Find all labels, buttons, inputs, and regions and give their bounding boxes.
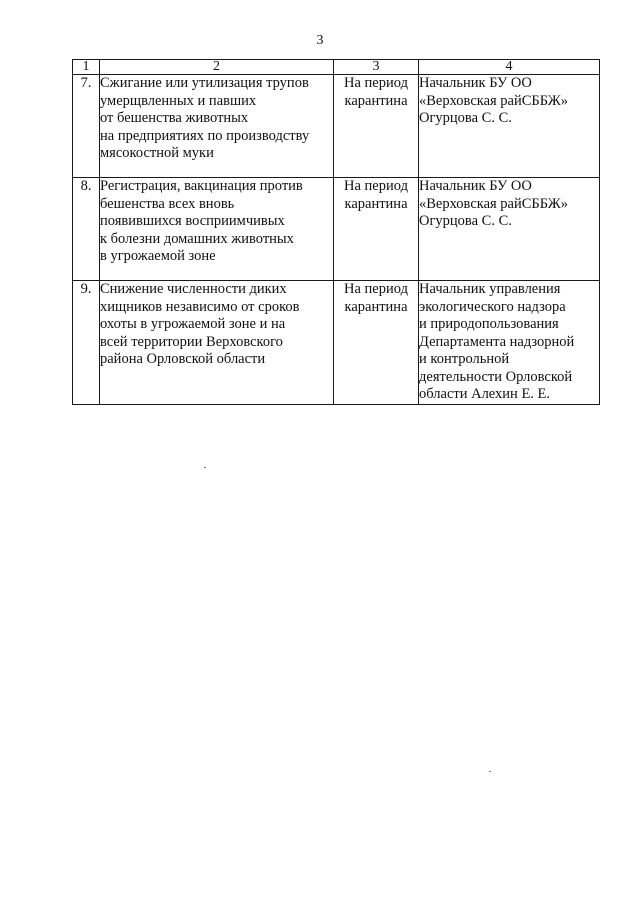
scan-speck — [489, 771, 491, 772]
responsible-person: Начальник БУ ОО «Верховская райСББЖ» Огурцова С. С. — [419, 75, 600, 178]
measures-table — [72, 59, 600, 405]
header-cell-1: 1 — [73, 60, 100, 75]
table-row — [73, 281, 600, 405]
table-header-row — [73, 60, 600, 75]
measure-period: На период карантина — [334, 281, 419, 405]
table-row — [73, 75, 600, 178]
measure-description: Сжигание или утилизация трупов умерщвленных и павших от бешенства животных на предприятиях по производству мясокостной муки — [100, 75, 334, 178]
responsible-person: Начальник управления экологического надзора и природопользования Департамента надзорной и контрольной деятельности Орловской области Алехин Е. Е. — [419, 281, 600, 405]
scan-speck — [204, 467, 206, 468]
header-cell-2: 2 — [100, 60, 334, 75]
table-row — [73, 178, 600, 281]
measure-description: Снижение численности диких хищников независимо от сроков охоты в угрожаемой зоне и на всей территории Верховского района Орловской области — [100, 281, 334, 405]
header-cell-4: 4 — [419, 60, 600, 75]
header-cell-3: 3 — [334, 60, 419, 75]
measure-period: На период карантина — [334, 178, 419, 281]
responsible-person: Начальник БУ ОО «Верховская райСББЖ» Огурцова С. С. — [419, 178, 600, 281]
row-number: 7. — [73, 75, 100, 178]
measure-period: На период карантина — [334, 75, 419, 178]
row-number: 8. — [73, 178, 100, 281]
row-number: 9. — [73, 281, 100, 405]
page-number: 3 — [316, 33, 324, 48]
measure-description: Регистрация, вакцинация против бешенства всех вновь появившихся восприимчивых к болезни домашних животных в угрожаемой зоне — [100, 178, 334, 281]
